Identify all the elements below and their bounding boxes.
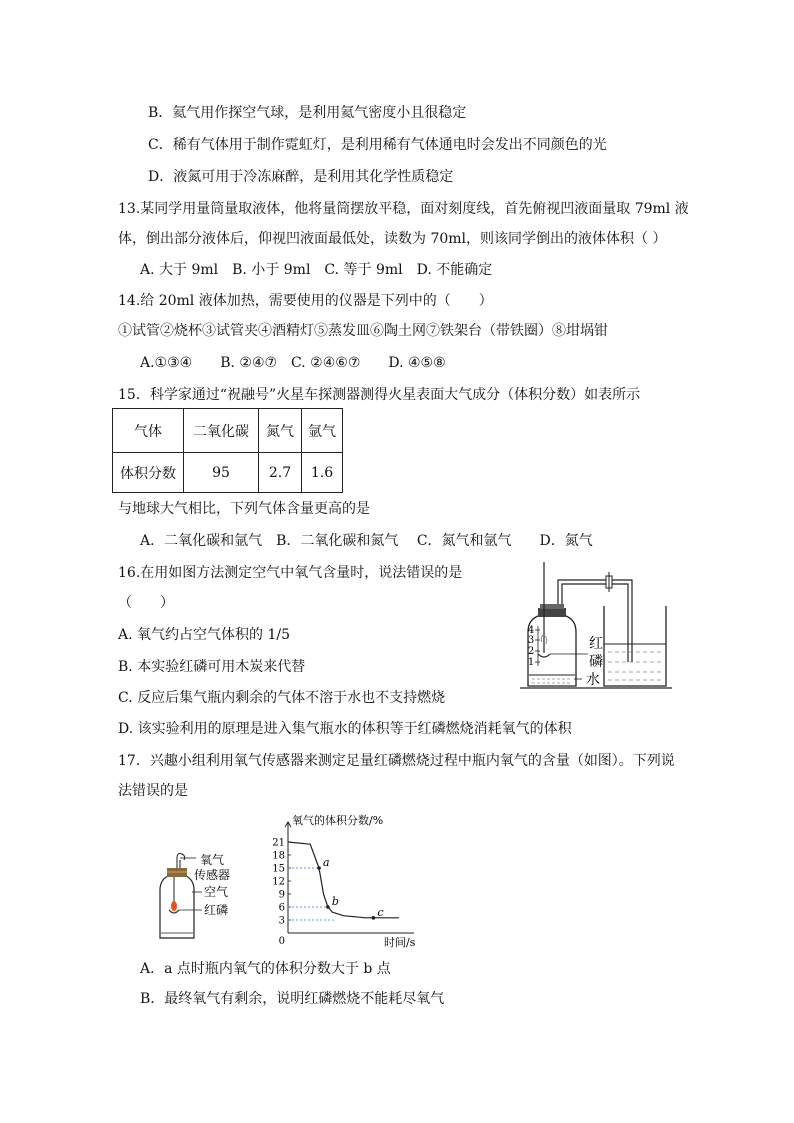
gas-table [112, 408, 343, 493]
q12-option-b: B．氦气用作探空气球，是利用氦气密度小且很稳定 [148, 105, 467, 121]
label-water: 水 [586, 672, 600, 688]
table-row [113, 409, 343, 453]
label-red: 红 [589, 636, 603, 652]
y-tick-label: 6 [278, 902, 285, 914]
q12-option-d: D．液氮可用于冷冻麻醉，是利用其化学性质稳定 [148, 169, 454, 185]
table-header-cell: 气体 [113, 409, 184, 453]
q16-option-a: A. 氧气约占空气体积的 1/5 [118, 627, 290, 643]
q16-stem: 16.在用如图方法测定空气中氧气含量时，说法错误的是 [118, 565, 463, 581]
data-point [372, 916, 376, 920]
q17-stem-1: 17．兴趣小组利用氧气传感器来测定足量红磷燃烧过程中瓶内氧气的含量（如图）。下列说 [118, 753, 675, 769]
label-air: 空气 [204, 885, 229, 899]
label-phosphorus: 磷 [589, 654, 603, 670]
point-label: a [323, 856, 330, 869]
data-point [326, 905, 330, 909]
label-oxygen: 氧气 [200, 853, 225, 867]
scale-label: 4 [527, 625, 535, 636]
q13-stem-1: 13.某同学用量筒量取液体，他将量筒摆放平稳，面对刻度线，首先俯视凹液面量取 79ml 液 [118, 201, 689, 217]
y-tick-label: 15 [272, 863, 285, 875]
q17-sensor-figure [156, 848, 268, 944]
table-cell: 95 [184, 453, 259, 493]
scale-label: 2 [527, 646, 535, 657]
y-axis-label: 氧气的体积分数/% [292, 814, 384, 827]
q17-stem-2: 法错误的是 [118, 783, 188, 799]
q16-apparatus-figure [518, 558, 674, 694]
label-red-phosphorus: 红磷 [204, 903, 229, 917]
oxygen-fraction-chart [262, 808, 422, 948]
scale-label: 3 [527, 635, 535, 646]
y-tick-label: 12 [272, 876, 285, 888]
q14-options: A.①③④ B. ②④⑦ C. ②④⑥⑦ D. ④⑤⑧ [140, 355, 446, 371]
q16-option-b: B. 本实验红磷可用木炭来代替 [118, 659, 306, 675]
q15-stem: 15．科学家通过“祝融号”火星车探测器测得火星表面大气成分（体积分数）如表所示 [118, 387, 641, 403]
q15-after-table: 与地球大气相比，下列气体含量更高的是 [118, 501, 370, 517]
table-header-cell: 氩气 [302, 409, 343, 453]
origin-label: 0 [278, 936, 285, 947]
data-point [317, 866, 321, 870]
table-cell: 1.6 [302, 453, 343, 493]
q14-items: ①试管②烧杯③试管夹④酒精灯⑤蒸发皿⑥陶土网⑦铁架台（带铁圈）⑧坩埚钳 [118, 323, 608, 339]
q16-paren: （ ） [118, 595, 174, 611]
q17-option-b: B．最终氧气有剩余，说明红磷燃烧不能耗尽氧气 [140, 991, 445, 1007]
q17-option-a: A．a 点时瓶内氧气的体积分数大于 b 点 [140, 961, 391, 977]
scale-label: 1 [527, 657, 535, 668]
table-header-cell: 二氧化碳 [184, 409, 259, 453]
table-cell: 体积分数 [113, 453, 184, 493]
q14-stem: 14.给 20ml 液体加热，需要使用的仪器是下列中的（ ） [118, 293, 493, 309]
table-cell: 2.7 [259, 453, 302, 493]
y-tick-label: 3 [278, 915, 285, 927]
point-label: c [377, 905, 384, 919]
y-tick-label: 21 [272, 837, 285, 849]
q12-option-c: C．稀有气体用于制作霓虹灯，是利用稀有气体通电时会发出不同颜色的光 [148, 137, 607, 153]
flame-icon [171, 901, 177, 911]
point-label: b [331, 895, 339, 908]
q16-option-c: C. 反应后集气瓶内剩余的气体不溶于水也不支持燃烧 [118, 690, 446, 706]
table-row [113, 453, 343, 493]
label-sensor: 传感器 [194, 868, 231, 882]
q16-option-d: D. 该实验利用的原理是进入集气瓶水的体积等于红磷燃烧消耗氧气的体积 [118, 721, 572, 737]
y-tick-label: 9 [278, 889, 285, 901]
q13-options: A. 大于 9ml B. 小于 9ml C. 等于 9ml D. 不能确定 [140, 262, 493, 278]
q13-stem-2: 体，倒出部分液体后，仰视凹液面最低处，读数为 70ml，则该同学倒出的液体体积（ ） [118, 231, 667, 247]
q15-options: A．二氧化碳和氩气 B．二氧化碳和氮气 C．氮气和氩气 D．氮气 [140, 533, 593, 549]
x-axis-label: 时间/s [384, 936, 416, 948]
y-tick-label: 18 [272, 850, 285, 862]
table-header-cell: 氮气 [259, 409, 302, 453]
